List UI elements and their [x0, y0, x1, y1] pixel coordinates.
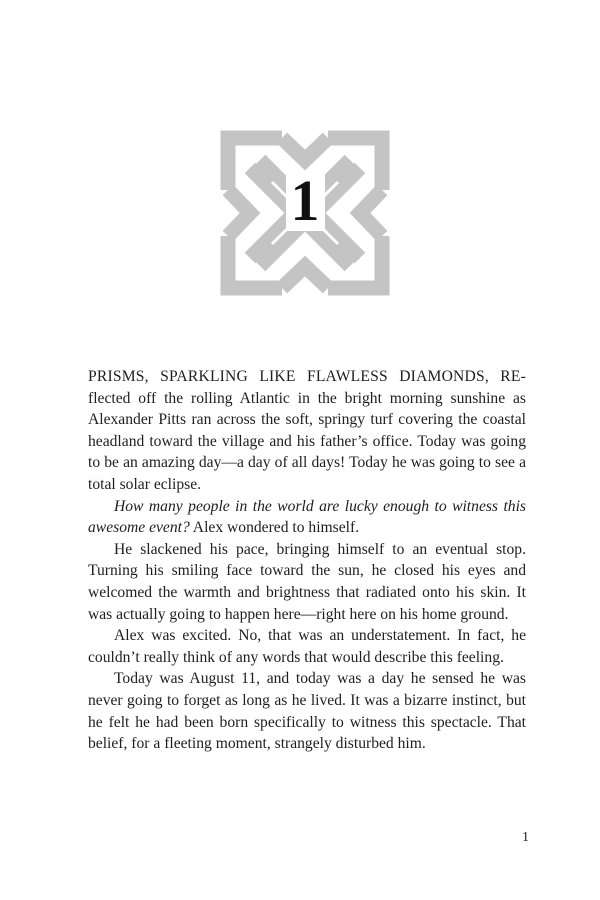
paragraph-2-text: Alex wondered to himself. — [189, 519, 360, 537]
chapter-body — [88, 366, 526, 755]
paragraph-1-text: flected off the rolling Atlantic in the bright morning sunshine as Alexander Pitts ran across the soft, springy turf covering the coastal headland toward the village and his father’s office. Today was going to be an amazing day—a day of all days! Today he was going to see a total solar eclipse. — [88, 389, 526, 493]
paragraph-2 — [88, 496, 526, 539]
paragraph-4: Alex was excited. No, that was an understatement. In fact, he couldn’t really think of any words that would describe this feeling. — [88, 627, 526, 666]
paragraph-1 — [88, 366, 526, 496]
opening-small-caps: PRISMS, SPARKLING LIKE FLAWLESS DIAMONDS, RE- — [88, 368, 526, 385]
paragraph-3: He slackened his pace, bringing himself to an eventual stop. Turning his smiling face toward the sun, he closed his eyes and welcomed the warmth and brightness that radiated onto his skin. It was actually going to happen here—right here on his home ground. — [88, 540, 526, 623]
chapter-number-text: 1 — [286, 171, 325, 231]
chapter-number — [0, 168, 600, 234]
paragraph-2-italic: How many people in the world are lucky enough to witness this awesome event? — [88, 497, 526, 537]
page-number: 1 — [522, 830, 529, 845]
paragraph-5: Today was August 11, and today was a day he sensed he was never going to forget as long as he lived. It was a bizarre instinct, but he felt he had been born specifically to witness this spectacle. That belief, for a fleeting moment, strangely disturbed him. — [88, 670, 526, 753]
